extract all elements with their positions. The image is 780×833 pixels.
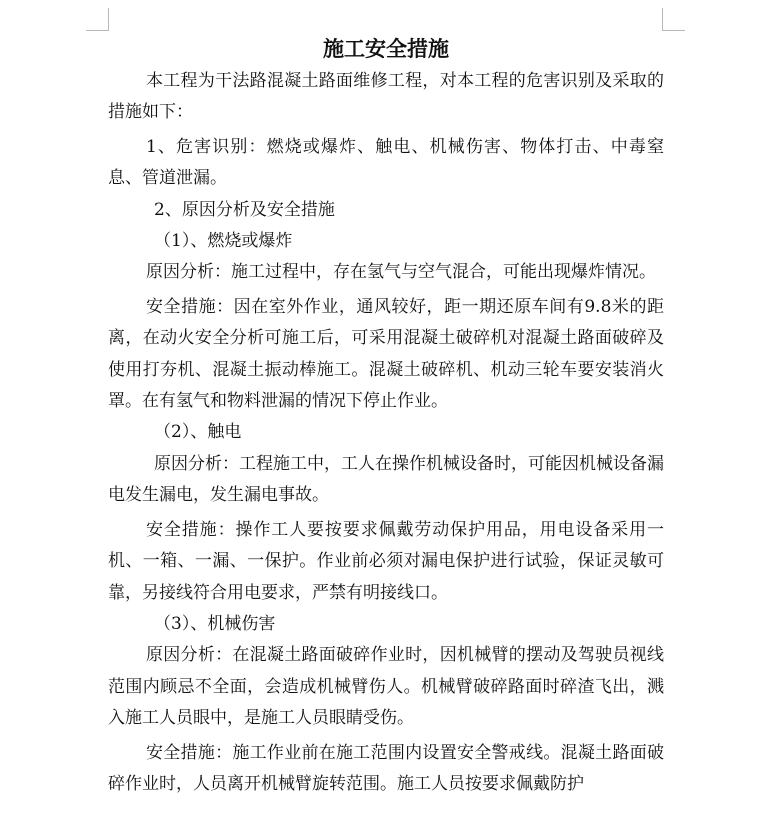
- fire-measures-paragraph: 安全措施：因在室外作业，通风较好，距一期还原车间有9.8米的距离，在动火安全分析可施工后，可采用混凝土破碎机对混凝土路面破碎及使用打夯机、混凝土振动棒施工。混凝土破碎机、机动三轮车要安装消火罩。在有氢气和物料泄漏的情况下停止作业。: [108, 296, 664, 412]
- crop-mark-top-left: [86, 8, 109, 31]
- shock-measures-paragraph: 安全措施：操作工人要按要求佩戴劳动保护用品，用电设备采用一机、一箱、一漏、一保护。作业前必须对漏电保护进行试验，保证灵敏可靠，另接线符合用电要求，严禁有明接线口。: [108, 519, 664, 603]
- document-body: [108, 34, 664, 800]
- crop-mark-top-right: [662, 8, 685, 31]
- document-title: 施工安全措施: [323, 36, 449, 61]
- subsection-heading-electric-shock: （2）、触电: [154, 422, 242, 443]
- intro-paragraph: 本工程为干法路混凝土路面维修工程，对本工程的危害识别及采取的措施如下：: [108, 71, 664, 123]
- subsection-heading-fire-explosion: （1）、燃烧或爆炸: [154, 231, 293, 252]
- hazard-identification-paragraph: 1、危害识别：燃烧或爆炸、触电、机械伤害、物体打击、中毒窒息、管道泄漏。: [108, 136, 664, 189]
- section-heading-causes-measures: 2、原因分析及安全措施: [154, 199, 335, 220]
- mechanical-measures-paragraph: 安全措施：施工作业前在施工范围内设置安全警戒线。混凝土路面破碎作业时，人员离开机械臂旋转范围。施工人员按要求佩戴防护: [108, 742, 664, 794]
- fire-cause-paragraph: 原因分析：施工过程中，存在氢气与空气混合，可能出现爆炸情况。: [146, 262, 656, 283]
- subsection-heading-mechanical-injury: （3）、机械伤害: [154, 613, 276, 634]
- shock-cause-paragraph: 原因分析：工程施工中，工人在操作机械设备时，可能因机械设备漏电发生漏电，发生漏电事故。: [108, 453, 664, 506]
- mechanical-cause-paragraph: 原因分析：在混凝土路面破碎作业时，因机械臂的摆动及驾驶员视线范围内顾忌不全面，会造成机械臂伤人。机械臂破碎路面时碎渣飞出，溅入施工人员眼中，是施工人员眼睛受伤。: [108, 645, 664, 729]
